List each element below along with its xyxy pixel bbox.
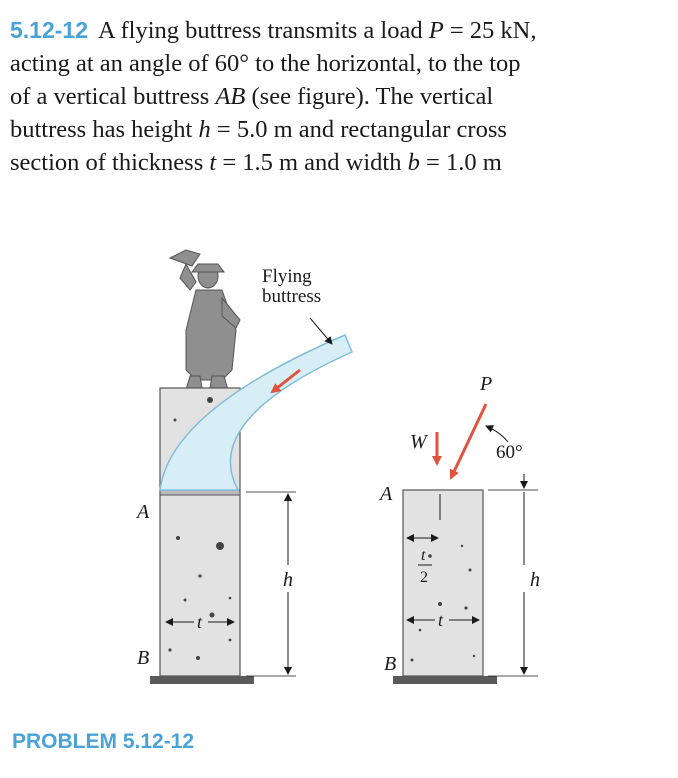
label-buttress: buttress bbox=[262, 286, 322, 307]
variable-t: t bbox=[209, 149, 217, 176]
label-t2-den: 2 bbox=[420, 569, 428, 586]
variable-AB: AB bbox=[215, 83, 246, 110]
right-buttress-column bbox=[403, 490, 483, 676]
text-segment: buttress has height bbox=[10, 116, 199, 143]
variable-b: b bbox=[407, 149, 420, 176]
problem-line-3 bbox=[10, 80, 670, 113]
load-arrow-P bbox=[451, 404, 486, 478]
figure-svg bbox=[0, 220, 678, 700]
problem-line-2: acting at an angle of 60° to the horizontal, to the top bbox=[10, 50, 521, 77]
label-t-left: t bbox=[197, 612, 203, 632]
right-ground bbox=[393, 676, 497, 684]
text-segment: = 1.5 m and width bbox=[216, 149, 408, 176]
label-A-right: A bbox=[380, 483, 393, 505]
left-ground bbox=[150, 676, 254, 684]
text-segment: = 1.0 m bbox=[419, 149, 502, 176]
text-segment: = 25 kN, bbox=[443, 17, 537, 44]
variable-h: h bbox=[198, 116, 211, 143]
label-B-right: B bbox=[384, 653, 397, 675]
flying-buttress-pointer bbox=[310, 318, 332, 344]
text-segment: of a vertical buttress bbox=[10, 83, 216, 110]
variable-P: P bbox=[428, 17, 444, 44]
problem-line-5 bbox=[10, 146, 670, 179]
label-A-left: A bbox=[137, 501, 150, 523]
label-h-right: h bbox=[530, 569, 540, 591]
problem-line-1 bbox=[10, 14, 670, 47]
statue-figure bbox=[170, 250, 240, 390]
label-t2-num: t bbox=[421, 547, 426, 564]
label-B-left: B bbox=[137, 647, 150, 669]
label-P: P bbox=[480, 373, 493, 395]
label-h-left: h bbox=[283, 569, 293, 591]
label-W: W bbox=[410, 431, 427, 453]
label-flying: Flying bbox=[262, 266, 312, 287]
text-segment: section of thickness bbox=[10, 149, 210, 176]
label-t-right: t bbox=[438, 610, 444, 630]
buttress-figure bbox=[0, 220, 678, 700]
text-segment: = 5.0 m and rectangular cross bbox=[210, 116, 507, 143]
text-segment: (see figure). The vertical bbox=[245, 83, 494, 110]
label-angle-60: 60° bbox=[496, 442, 523, 463]
problem-line-4 bbox=[10, 113, 670, 146]
problem-number: 5.12-12 bbox=[10, 17, 89, 43]
problem-caption: PROBLEM 5.12-12 bbox=[12, 730, 195, 753]
angle-arc bbox=[486, 426, 508, 442]
problem-statement bbox=[10, 14, 670, 179]
text-segment: A flying buttress transmits a load bbox=[98, 17, 429, 44]
